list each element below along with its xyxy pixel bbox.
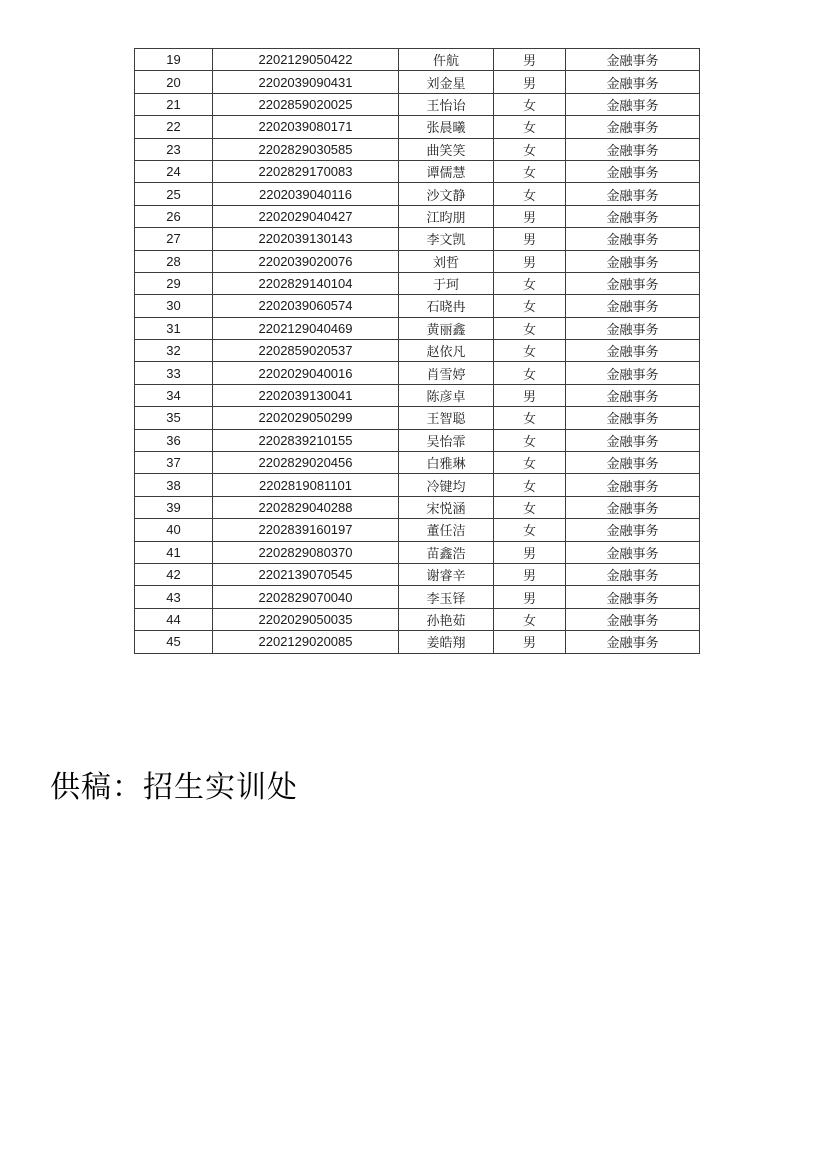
table-row (135, 586, 700, 608)
major-cell: 金融事务 (566, 452, 700, 474)
gender-cell: 男 (494, 541, 566, 563)
student-name-cell: 黄丽鑫 (399, 317, 494, 339)
row-number-cell: 30 (135, 295, 213, 317)
gender-cell: 男 (494, 631, 566, 653)
major-cell: 金融事务 (566, 362, 700, 384)
table-row (135, 160, 700, 182)
contributor-credit-line: 供稿：招生实训处 (50, 771, 298, 804)
major-cell: 金融事务 (566, 272, 700, 294)
table-row (135, 49, 700, 71)
row-number-cell: 26 (135, 205, 213, 227)
major-cell: 金融事务 (566, 71, 700, 93)
student-name-cell: 李玉铎 (399, 586, 494, 608)
gender-cell: 女 (494, 429, 566, 451)
major-cell: 金融事务 (566, 228, 700, 250)
student-id-cell: 2202829140104 (213, 272, 399, 294)
major-cell: 金融事务 (566, 541, 700, 563)
row-number-cell: 39 (135, 496, 213, 518)
student-id-cell: 2202139070545 (213, 563, 399, 585)
major-cell: 金融事务 (566, 496, 700, 518)
row-number-cell: 35 (135, 407, 213, 429)
student-id-cell: 2202129050422 (213, 49, 399, 71)
gender-cell: 女 (494, 496, 566, 518)
major-cell: 金融事务 (566, 429, 700, 451)
student-name-cell: 李文凯 (399, 228, 494, 250)
table-row (135, 429, 700, 451)
table-row (135, 93, 700, 115)
student-name-cell: 陈彦卓 (399, 384, 494, 406)
gender-cell: 女 (494, 183, 566, 205)
table-row (135, 496, 700, 518)
student-id-cell: 2202039080171 (213, 116, 399, 138)
student-name-cell: 吴怡霏 (399, 429, 494, 451)
row-number-cell: 33 (135, 362, 213, 384)
gender-cell: 男 (494, 228, 566, 250)
row-number-cell: 20 (135, 71, 213, 93)
row-number-cell: 38 (135, 474, 213, 496)
major-cell: 金融事务 (566, 519, 700, 541)
gender-cell: 女 (494, 519, 566, 541)
student-id-cell: 2202039040116 (213, 183, 399, 205)
row-number-cell: 28 (135, 250, 213, 272)
table-row (135, 138, 700, 160)
student-name-cell: 张晨曦 (399, 116, 494, 138)
student-id-cell: 2202129020085 (213, 631, 399, 653)
student-id-cell: 2202039020076 (213, 250, 399, 272)
major-cell: 金融事务 (566, 317, 700, 339)
gender-cell: 男 (494, 384, 566, 406)
student-id-cell: 2202039130143 (213, 228, 399, 250)
table-row (135, 452, 700, 474)
student-id-cell: 2202839210155 (213, 429, 399, 451)
student-id-cell: 2202839160197 (213, 519, 399, 541)
major-cell: 金融事务 (566, 631, 700, 653)
table-row (135, 563, 700, 585)
student-name-cell: 石晓冉 (399, 295, 494, 317)
gender-cell: 男 (494, 250, 566, 272)
row-number-cell: 41 (135, 541, 213, 563)
student-id-cell: 2202029050299 (213, 407, 399, 429)
student-name-cell: 谢睿辛 (399, 563, 494, 585)
gender-cell: 女 (494, 407, 566, 429)
student-name-cell: 冷键均 (399, 474, 494, 496)
major-cell: 金融事务 (566, 563, 700, 585)
major-cell: 金融事务 (566, 608, 700, 630)
student-id-cell: 2202829080370 (213, 541, 399, 563)
gender-cell: 女 (494, 608, 566, 630)
gender-cell: 女 (494, 138, 566, 160)
student-id-cell: 2202029040016 (213, 362, 399, 384)
table-row (135, 295, 700, 317)
row-number-cell: 44 (135, 608, 213, 630)
major-cell: 金融事务 (566, 205, 700, 227)
student-name-cell: 于珂 (399, 272, 494, 294)
student-name-cell: 刘哲 (399, 250, 494, 272)
table-row (135, 474, 700, 496)
student-name-cell: 王智聪 (399, 407, 494, 429)
student-name-cell: 肖雪婷 (399, 362, 494, 384)
student-id-cell: 2202039130041 (213, 384, 399, 406)
student-id-cell: 2202829020456 (213, 452, 399, 474)
table-row (135, 407, 700, 429)
row-number-cell: 37 (135, 452, 213, 474)
gender-cell: 女 (494, 452, 566, 474)
major-cell: 金融事务 (566, 49, 700, 71)
row-number-cell: 22 (135, 116, 213, 138)
student-id-cell: 2202029040427 (213, 205, 399, 227)
student-name-cell: 江昀朋 (399, 205, 494, 227)
table-row (135, 340, 700, 362)
row-number-cell: 40 (135, 519, 213, 541)
student-name-cell: 苗鑫浩 (399, 541, 494, 563)
student-roster-table (134, 48, 700, 654)
table-row (135, 250, 700, 272)
student-id-cell: 2202829070040 (213, 586, 399, 608)
gender-cell: 男 (494, 71, 566, 93)
student-name-cell: 王怡诒 (399, 93, 494, 115)
student-id-cell: 2202829030585 (213, 138, 399, 160)
major-cell: 金融事务 (566, 93, 700, 115)
table-row (135, 541, 700, 563)
table-row (135, 384, 700, 406)
student-id-cell: 2202859020025 (213, 93, 399, 115)
student-roster-body (135, 49, 700, 654)
major-cell: 金融事务 (566, 384, 700, 406)
gender-cell: 男 (494, 205, 566, 227)
student-id-cell: 2202819081101 (213, 474, 399, 496)
row-number-cell: 19 (135, 49, 213, 71)
row-number-cell: 25 (135, 183, 213, 205)
table-row (135, 71, 700, 93)
table-row (135, 631, 700, 653)
gender-cell: 女 (494, 272, 566, 294)
major-cell: 金融事务 (566, 474, 700, 496)
gender-cell: 男 (494, 586, 566, 608)
row-number-cell: 45 (135, 631, 213, 653)
row-number-cell: 23 (135, 138, 213, 160)
student-name-cell: 孙艳茹 (399, 608, 494, 630)
major-cell: 金融事务 (566, 340, 700, 362)
gender-cell: 男 (494, 563, 566, 585)
gender-cell: 男 (494, 49, 566, 71)
row-number-cell: 24 (135, 160, 213, 182)
student-id-cell: 2202129040469 (213, 317, 399, 339)
major-cell: 金融事务 (566, 138, 700, 160)
major-cell: 金融事务 (566, 116, 700, 138)
row-number-cell: 34 (135, 384, 213, 406)
major-cell: 金融事务 (566, 407, 700, 429)
student-id-cell: 2202039060574 (213, 295, 399, 317)
table-row (135, 205, 700, 227)
row-number-cell: 27 (135, 228, 213, 250)
student-name-cell: 白雅琳 (399, 452, 494, 474)
student-name-cell: 仵航 (399, 49, 494, 71)
table-row (135, 272, 700, 294)
table-row (135, 228, 700, 250)
student-id-cell: 2202829170083 (213, 160, 399, 182)
student-name-cell: 赵依凡 (399, 340, 494, 362)
row-number-cell: 31 (135, 317, 213, 339)
student-id-cell: 2202859020537 (213, 340, 399, 362)
student-name-cell: 刘金星 (399, 71, 494, 93)
table-row (135, 608, 700, 630)
row-number-cell: 43 (135, 586, 213, 608)
gender-cell: 女 (494, 317, 566, 339)
gender-cell: 女 (494, 116, 566, 138)
row-number-cell: 42 (135, 563, 213, 585)
major-cell: 金融事务 (566, 160, 700, 182)
gender-cell: 女 (494, 93, 566, 115)
table-row (135, 317, 700, 339)
student-name-cell: 姜皓翔 (399, 631, 494, 653)
table-row (135, 362, 700, 384)
gender-cell: 女 (494, 362, 566, 384)
table-row (135, 183, 700, 205)
student-name-cell: 谭儒慧 (399, 160, 494, 182)
major-cell: 金融事务 (566, 586, 700, 608)
gender-cell: 女 (494, 474, 566, 496)
gender-cell: 女 (494, 340, 566, 362)
gender-cell: 女 (494, 295, 566, 317)
gender-cell: 女 (494, 160, 566, 182)
major-cell: 金融事务 (566, 250, 700, 272)
row-number-cell: 21 (135, 93, 213, 115)
major-cell: 金融事务 (566, 295, 700, 317)
row-number-cell: 32 (135, 340, 213, 362)
table-row (135, 519, 700, 541)
table-row (135, 116, 700, 138)
row-number-cell: 29 (135, 272, 213, 294)
student-id-cell: 2202829040288 (213, 496, 399, 518)
student-name-cell: 沙文静 (399, 183, 494, 205)
major-cell: 金融事务 (566, 183, 700, 205)
student-name-cell: 曲笑笑 (399, 138, 494, 160)
student-name-cell: 宋悦涵 (399, 496, 494, 518)
row-number-cell: 36 (135, 429, 213, 451)
student-id-cell: 2202039090431 (213, 71, 399, 93)
student-name-cell: 董任洁 (399, 519, 494, 541)
student-id-cell: 2202029050035 (213, 608, 399, 630)
